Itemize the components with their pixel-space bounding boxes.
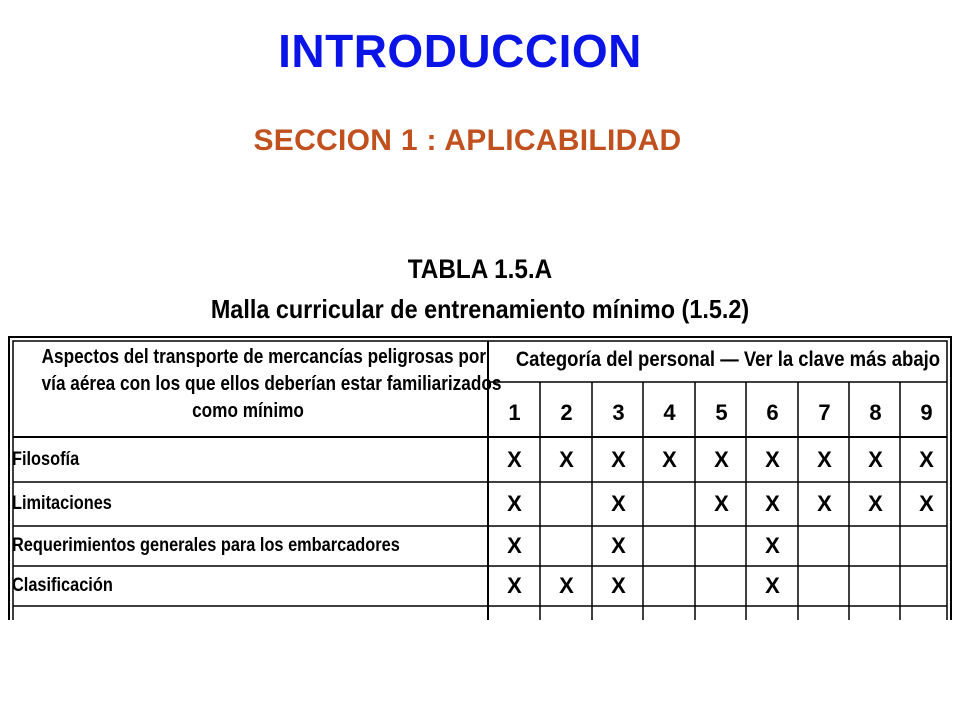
category-number-4: 4: [663, 400, 676, 425]
aspects-header-line: como mínimo: [192, 400, 304, 422]
training-mark: X: [611, 447, 626, 472]
training-mark: X: [559, 447, 574, 472]
training-mark: X: [868, 491, 883, 516]
category-number-2: 2: [560, 400, 573, 425]
table-caption-title: Malla curricular de entrenamiento mínimo (1.5.2): [210, 294, 750, 324]
training-mark: X: [765, 533, 780, 558]
training-mark: X: [507, 447, 522, 472]
training-mark: X: [765, 447, 780, 472]
training-mark: X: [507, 491, 522, 516]
category-number-3: 3: [612, 400, 625, 425]
training-mark: X: [611, 491, 626, 516]
row-label: Filosofía: [12, 449, 80, 470]
training-mark: X: [714, 491, 729, 516]
training-mark: X: [765, 491, 780, 516]
training-mark: X: [919, 491, 934, 516]
aspects-header-line: Aspectos del transporte de mercancías peligrosas por: [41, 346, 487, 368]
training-matrix-table: [8, 336, 952, 620]
training-mark: X: [817, 491, 832, 516]
training-mark: X: [714, 447, 729, 472]
category-number-9: 9: [920, 400, 933, 425]
category-number-1: 1: [508, 400, 521, 425]
slide-subtitle: SECCION 1 : APLICABILIDAD: [253, 124, 682, 157]
slide-title: INTRODUCCION: [278, 25, 642, 77]
training-mark: X: [559, 573, 574, 598]
row-label: Clasificación: [12, 575, 113, 596]
training-mark: X: [817, 447, 832, 472]
category-number-5: 5: [715, 400, 728, 425]
category-number-7: 7: [818, 400, 831, 425]
training-mark: X: [662, 447, 677, 472]
category-number-8: 8: [869, 400, 882, 425]
aspects-header-line: vía aérea con los que ellos deberían estar familiarizados: [41, 373, 502, 395]
training-mark: X: [611, 573, 626, 598]
training-mark: X: [507, 533, 522, 558]
table-caption-number: TABLA 1.5.A: [407, 254, 553, 284]
training-mark: X: [919, 447, 934, 472]
row-label: Limitaciones: [12, 493, 112, 514]
category-number-6: 6: [766, 400, 779, 425]
training-mark: X: [868, 447, 883, 472]
training-mark: X: [507, 573, 522, 598]
aspects-column-header: [41, 344, 502, 425]
category-header: Categoría del personal — Ver la clave más abajo: [515, 348, 941, 371]
row-label: Requerimientos generales para los embarcadores: [12, 535, 400, 556]
training-mark: X: [765, 573, 780, 598]
training-mark: X: [611, 533, 626, 558]
